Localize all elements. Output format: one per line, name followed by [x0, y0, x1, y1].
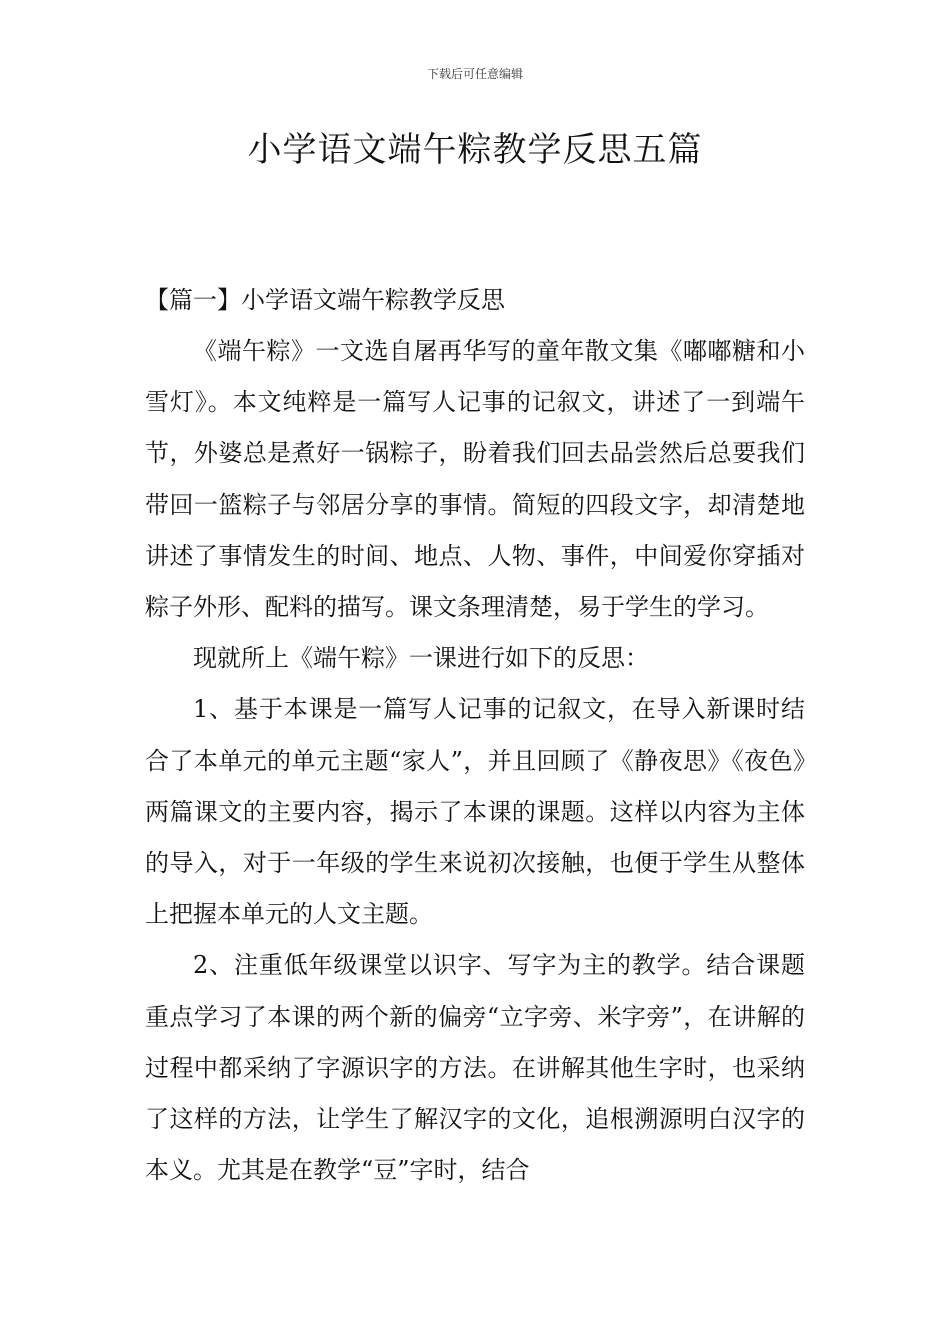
paragraph-point-1: 1、基于本课是一篇写人记事的记叙文，在导入新课时结合了本单元的单元主题“家人”，并且回顾了《静夜思》《夜色》两篇课文的主要内容，揭示了本课的课题。这样以内容为主体的导入，对于一年级的学生来说初次接触，也便于学生从整体上把握本单元的人文主题。 — [145, 695, 805, 929]
paragraph-intro: 《端午粽》一文选自屠再华写的童年散文集《嘟嘟糖和小雪灯》。本文纯粹是一篇写人记事的记叙文，讲述了一到端午节，外婆总是煮好一锅粽子，盼着我们回去品尝然后总要我们带回一篮粽子与邻居分享的事情。简短的四段文字，却清楚地讲述了事情发生的时间、地点、人物、事件，中间爱你穿插对粽子外形、配料的描写。课文条理清楚，易于学生的学习。 — [145, 337, 805, 622]
header-note: 下载后可任意编辑 — [426, 67, 523, 81]
section-heading: 【篇一】小学语文端午粽教学反思 — [145, 286, 505, 314]
document-title: 小学语文端午粽教学反思五篇 — [247, 130, 703, 170]
document-body — [145, 274, 805, 1196]
paragraph-reflection-lead: 现就所上《端午粽》一课进行如下的反思： — [193, 644, 649, 673]
paragraph-point-2: 2、注重低年级课堂以识字、写字为主的教学。结合课题重点学习了本课的两个新的偏旁“立字旁、米字旁”，在讲解的过程中都采纳了字源识字的方法。在讲解其他生字时，也采纳了这样的方法，让学生了解汉字的文化，追根溯源明白汉字的本义。尤其是在教学“豆”字时，结合 — [145, 951, 805, 1185]
